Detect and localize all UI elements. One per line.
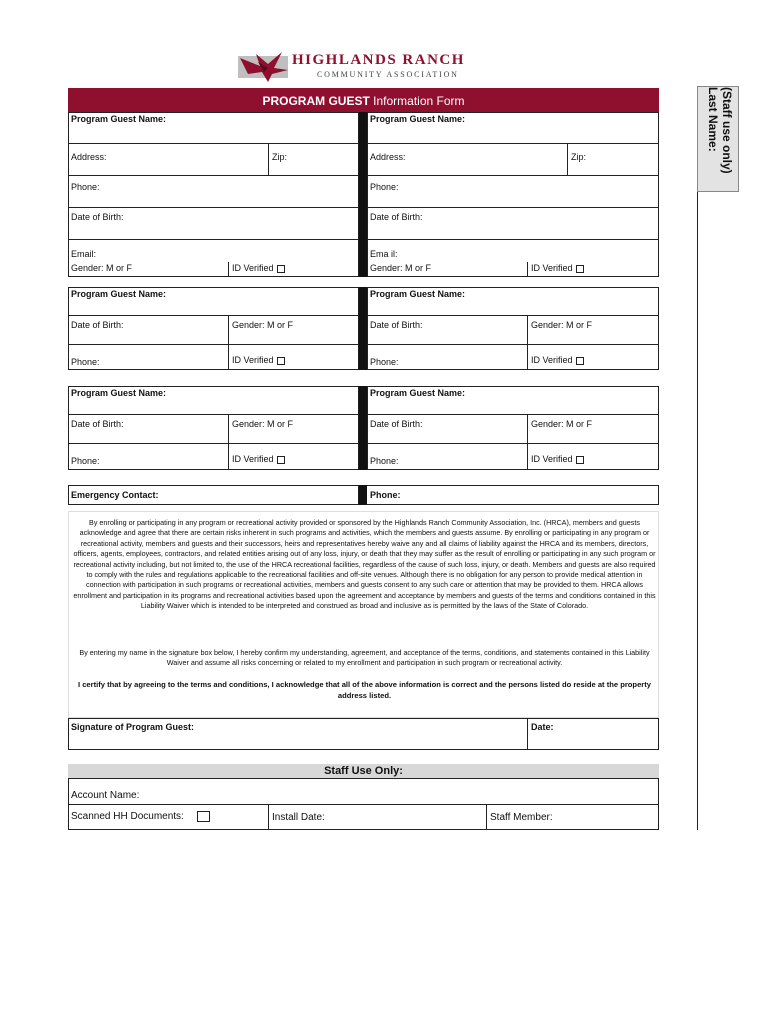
form-title-bold: PROGRAM GUEST xyxy=(262,94,370,108)
program-guest-name-field[interactable]: Program Guest Name: xyxy=(68,287,359,316)
id-verified-checkbox[interactable] xyxy=(576,357,584,365)
program-guest-name-field[interactable]: Program Guest Name: xyxy=(367,112,659,144)
signature-date-field[interactable]: Date: xyxy=(531,722,554,732)
scanned-hh-field[interactable] xyxy=(68,805,269,830)
gender-field[interactable]: Gender: M or F xyxy=(68,262,229,277)
id-verified-label: ID Verified xyxy=(232,454,274,464)
form-title-banner xyxy=(68,88,659,112)
phone-field[interactable]: Phone: xyxy=(367,176,659,208)
email-field[interactable]: Email: xyxy=(68,240,359,262)
eagle-logo-icon xyxy=(238,50,290,84)
waiver-certification: I certify that by agreeing to the terms and conditions, I acknowledge that all of the above information is correct and the persons listed do reside at the property address listed. xyxy=(77,680,651,700)
id-verified-field[interactable] xyxy=(229,444,359,470)
id-verified-checkbox[interactable] xyxy=(277,357,285,365)
org-name: HIGHLANDS RANCH xyxy=(292,52,465,68)
scanned-hh-label: Scanned HH Documents: xyxy=(71,811,184,823)
dob-field[interactable]: Date of Birth: xyxy=(68,208,359,240)
program-guest-name-field[interactable]: Program Guest Name: xyxy=(367,386,659,415)
waiver-paragraph-1: By enrolling or participating in any program or recreational activity provided or sponsored by the Highlands Ranch Community Association, Inc. (HRCA), members and guests acknowledge and agree that there are certain risks inherent in such programs and activities, which the members and guests assume. By enrolling or participating in any program or recreational activity, members and guests and their successors, heirs and representatives hereby waive any and all claims of liability against the HRCA and its members, directors, officers, agents, employees, contractors, and related entities arising out of any loss, injury, or death that they may suffer as the result of enrolling or participating in any such program or recreational activity including, but not limited to, the use of the HRCA recreational facilities, regardless of the cause of such loss, injury, or death. Members and guests are also required to comply with the rules and regulations applicable to the recreational facilities and off-site venues. Although there is no obligation for any person to provide medical attention in connection with participation in such programs or recreational activities, members and guests consent to any such care or attention that may be provided to them. HRCA allows enrollment and participation in its programs and recreational activities based upon the agreement and acceptance by members and guests of the terms and conditions contained in this Liability Waiver which is intended to be interpreted and construed as broad and inclusive as is permitted by the laws of the State of Colorado. xyxy=(73,518,656,611)
id-verified-label: ID Verified xyxy=(232,355,274,365)
dob-field[interactable]: Date of Birth: xyxy=(367,208,659,240)
id-verified-label: ID Verified xyxy=(531,263,573,273)
emergency-contact-field[interactable]: Emergency Contact: xyxy=(68,485,359,505)
install-date-field[interactable]: Install Date: xyxy=(269,805,487,830)
gender-field[interactable]: Gender: M or F xyxy=(367,262,528,277)
gender-field[interactable]: Gender: M or F xyxy=(528,316,659,345)
id-verified-checkbox[interactable] xyxy=(576,265,584,273)
last-name-text: Last Name: xyxy=(706,87,720,152)
address-field[interactable]: Address: xyxy=(68,144,269,176)
waiver-box xyxy=(68,511,659,718)
dob-field[interactable]: Date of Birth: xyxy=(367,316,528,345)
gender-field[interactable]: Gender: M or F xyxy=(229,415,359,444)
org-subtitle: COMMUNITY ASSOCIATION xyxy=(317,70,459,79)
phone-field[interactable]: Phone: xyxy=(68,444,229,470)
id-verified-label: ID Verified xyxy=(531,454,573,464)
phone-field[interactable]: Phone: xyxy=(367,345,528,370)
staff-use-only-bar: Staff Use Only: xyxy=(68,764,659,778)
block-divider xyxy=(359,287,367,370)
id-verified-label: ID Verified xyxy=(531,355,573,365)
account-name-field[interactable]: Account Name: xyxy=(68,778,659,805)
emergency-phone-field[interactable]: Phone: xyxy=(367,485,659,505)
block-divider xyxy=(359,112,367,277)
program-guest-name-field[interactable]: Program Guest Name: xyxy=(367,287,659,316)
id-verified-checkbox[interactable] xyxy=(277,265,285,273)
waiver-paragraph-2: By entering my name in the signature box below, I hereby confirm my understanding, agreement, and acceptance of the terms, conditions, and statements contained in this Liability Waiver and assume all risks concerning or related to my enrollment and participation in such program or recreational activity. xyxy=(79,648,650,668)
zip-field[interactable]: Zip: xyxy=(568,144,659,176)
id-verified-field[interactable] xyxy=(229,345,359,370)
side-rule xyxy=(697,192,698,830)
email-field[interactable]: Ema il: xyxy=(367,240,659,262)
id-verified-checkbox[interactable] xyxy=(576,456,584,464)
phone-field[interactable]: Phone: xyxy=(367,444,528,470)
block-divider xyxy=(359,386,367,470)
staff-use-only-text: (Staff use only) xyxy=(720,87,734,174)
id-verified-label: ID Verified xyxy=(232,263,274,273)
gender-field[interactable]: Gender: M or F xyxy=(528,415,659,444)
hrca-logo xyxy=(238,50,290,84)
dob-field[interactable]: Date of Birth: xyxy=(68,316,229,345)
id-verified-field[interactable] xyxy=(229,262,359,277)
id-verified-field[interactable] xyxy=(528,262,659,277)
form-title-rest: Information Form xyxy=(373,94,465,108)
id-verified-checkbox[interactable] xyxy=(277,456,285,464)
dob-field[interactable]: Date of Birth: xyxy=(68,415,229,444)
gender-field[interactable]: Gender: M or F xyxy=(229,316,359,345)
program-guest-name-field[interactable]: Program Guest Name: xyxy=(68,112,359,144)
block-divider xyxy=(359,485,367,505)
id-verified-field[interactable] xyxy=(528,345,659,370)
address-field[interactable]: Address: xyxy=(367,144,568,176)
staff-member-field[interactable]: Staff Member: xyxy=(490,812,553,823)
signature-field[interactable]: Signature of Program Guest: xyxy=(68,718,528,750)
zip-field[interactable]: Zip: xyxy=(269,144,359,176)
id-verified-field[interactable] xyxy=(528,444,659,470)
staff-last-name-tab xyxy=(697,86,739,192)
dob-field[interactable]: Date of Birth: xyxy=(367,415,528,444)
phone-field[interactable]: Phone: xyxy=(68,176,359,208)
program-guest-name-field[interactable]: Program Guest Name: xyxy=(68,386,359,415)
scanned-hh-checkbox[interactable] xyxy=(197,811,210,822)
phone-field[interactable]: Phone: xyxy=(68,345,229,370)
